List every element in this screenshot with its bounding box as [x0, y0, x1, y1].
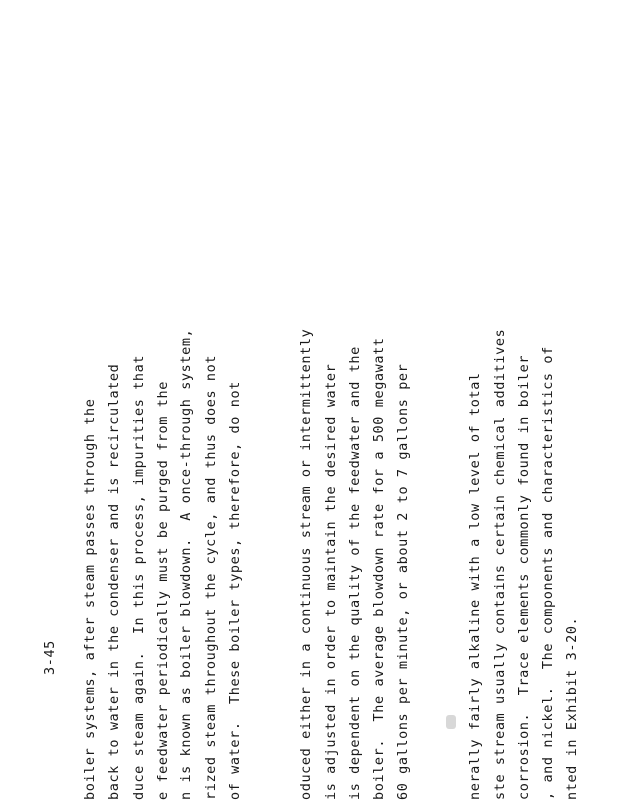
text-line: is dependent on the quality of the feedwater and the [347, 346, 363, 800]
text-line: oduced either in a continuous stream or intermittently [298, 328, 314, 800]
text-line: e feedwater periodically must be purged from the [155, 381, 171, 800]
text-line: 60 gallons per minute, or about 2 to 7 gallons per [395, 363, 411, 800]
scan-smudge [446, 715, 456, 729]
text-line: duce steam again. In this process, impurities that [131, 354, 147, 800]
text-line: ste stream usually contains certain chemical additives [492, 328, 508, 800]
text-line: boiler systems, after steam passes through the [82, 398, 98, 800]
text-line: nted in Exhibit 3-20. [564, 616, 580, 800]
text-line: nerally fairly alkaline with a low level of total [467, 372, 483, 800]
text-line: back to water in the condenser and is recirculated [106, 363, 122, 800]
text-line: boiler. The average blowdown rate for a 500 megawatt [371, 337, 387, 800]
text-line: rized steam throughout the cycle, and thus does not [203, 354, 219, 800]
text-line: corrosion. Trace elements commonly found in boiler [516, 354, 532, 800]
page-number: 3-45 [42, 640, 58, 675]
text-line: n is known as boiler blowdown. A once-through system, [178, 328, 194, 800]
text-line: , and nickel. The components and characteristics of [540, 346, 556, 800]
text-line: is adjusted in order to maintain the desired water [323, 363, 339, 800]
text-line: of water. These boiler types, therefore, do not [227, 381, 243, 800]
